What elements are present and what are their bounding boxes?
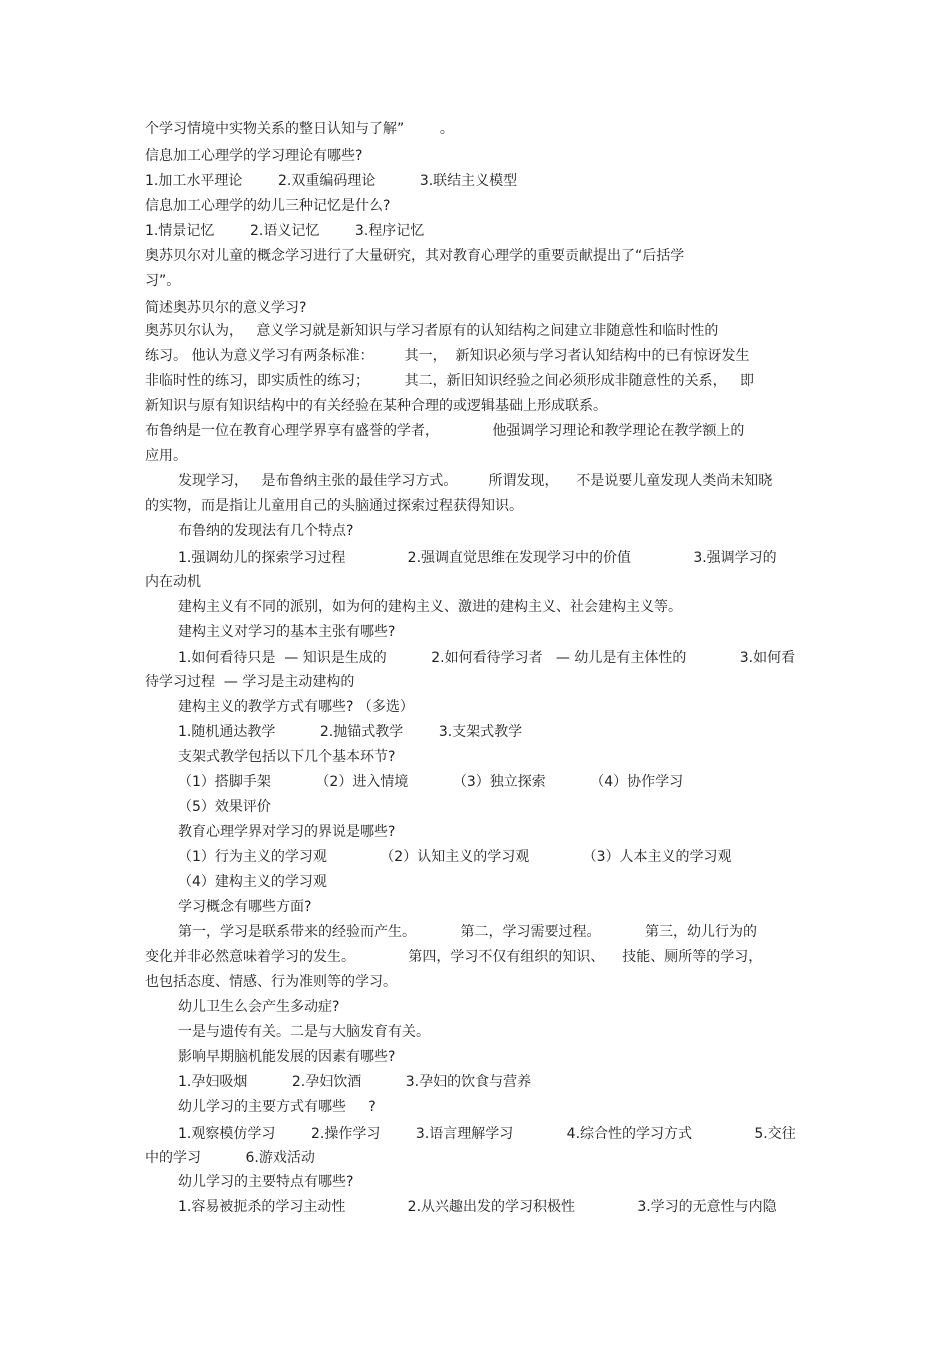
text-line: 建构主义的教学方式有哪些? （多选） [178, 699, 414, 715]
text-line: 奥苏贝尔对儿童的概念学习进行了大量研究，其对教育心理学的重要贡献提出了“后括学 [145, 248, 685, 264]
text-line: 信息加工心理学的学习理论有哪些? [145, 148, 363, 164]
text-line: 简述奥苏贝尔的意义学习? [145, 300, 307, 316]
text-line: 中的学习 6.游戏活动 [145, 1150, 315, 1166]
text-line: 影响早期脑机能发展的因素有哪些? [178, 1049, 396, 1065]
text-line: （1）行为主义的学习观 （2）认知主义的学习观 （3）人本主义的学习观 [178, 849, 732, 865]
text-line: 习”。 [145, 273, 181, 289]
text-line: 学习概念有哪些方面? [178, 899, 312, 915]
text-line: （5）效果评价 [178, 799, 271, 815]
text-line: 1.加工水平理论 2.双重编码理论 3.联结主义模型 [145, 173, 518, 189]
text-line: 非临时性的练习，即实质性的练习； 其二，新旧知识经验之间必须形成非随意性的关系， 即 [145, 373, 754, 389]
text-line: 教育心理学界对学习的界说是哪些? [178, 824, 396, 840]
text-line: 1.强调幼儿的探索学习过程 2.强调直觉思维在发现学习中的价值 3.强调学习的 [178, 550, 777, 566]
text-line: 也包括态度、情感、行为准则等的学习。 [145, 974, 397, 990]
text-line: 1.情景记忆 2.语义记忆 3.程序记忆 [145, 223, 425, 239]
text-line: 建构主义有不同的派别，如为何的建构主义、激进的建构主义、社会建构主义等。 [178, 599, 682, 615]
text-line: 的实物，而是指让儿童用自己的头脑通过探索过程获得知识。 [145, 498, 523, 514]
text-line: 应用。 [145, 448, 187, 464]
text-line: 一是与遗传有关。二是与大脑发育有关。 [178, 1024, 430, 1040]
text-line: 练习。 他认为意义学习有两条标准： 其一， 新知识必须与学习者认知结构中的已有惊讶发生 [145, 348, 750, 364]
text-line: 奥苏贝尔认为， 意义学习就是新知识与学习者原有的认知结构之间建立非随意性和临时性的 [145, 323, 719, 339]
text-line: 1.观察模仿学习 2.操作学习 3.语言理解学习 4.综合性的学习方式 5.交往 [178, 1126, 796, 1142]
text-line: 1.孕妇吸烟 2.孕妇饮酒 3.孕妇的饮食与营养 [178, 1074, 532, 1090]
text-line: 内在动机 [145, 574, 201, 590]
text-line: 1.容易被扼杀的学习主动性 2.从兴趣出发的学习积极性 3.学习的无意性与内隐 [178, 1199, 777, 1215]
text-line: 1.如何看待只是 — 知识是生成的 2.如何看待学习者 — 幼儿是有主体性的 3.如何看 [178, 650, 796, 666]
text-line: （1）搭脚手架 （2）进入情境 （3）独立探索 （4）协作学习 [178, 774, 684, 790]
text-line: 建构主义对学习的基本主张有哪些? [178, 624, 396, 640]
text-line: 待学习过程 — 学习是主动建构的 [145, 674, 355, 690]
text-line: 1.随机通达教学 2.抛锚式教学 3.支架式教学 [178, 724, 523, 740]
text-line: 新知识与原有知识结构中的有关经验在某种合理的或逻辑基础上形成联系。 [145, 398, 607, 414]
text-line: 布鲁纳的发现法有几个特点? [178, 523, 354, 539]
text-line: 第一，学习是联系带来的经验而产生。 第二，学习需要过程。 第三，幼儿行为的 [178, 924, 758, 940]
text-line: 幼儿学习的主要特点有哪些? [178, 1174, 354, 1190]
text-line: 信息加工心理学的幼儿三种记忆是什么? [145, 198, 391, 214]
text-line: 个学习情境中实物关系的整日认知与了解” 。 [145, 121, 454, 137]
text-line: 变化并非必然意味着学习的发生。 第四，学习不仅有组织的知识、 技能、厕所等的学习， [145, 949, 763, 965]
text-line: （4）建构主义的学习观 [178, 874, 327, 890]
text-line: 幼儿学习的主要方式有哪些 ? [178, 1099, 376, 1115]
text-line: 幼儿卫生么会产生多动症? [178, 999, 340, 1015]
text-line: 发现学习， 是布鲁纳主张的最佳学习方式。 所谓发现， 不是说要儿童发现人类尚未知晓 [178, 473, 773, 489]
text-line: 布鲁纳是一位在教育心理学界享有盛誉的学者， 他强调学习理论和教学理论在教学额上的 [145, 423, 745, 439]
text-line: 支架式教学包括以下几个基本环节? [178, 749, 396, 765]
